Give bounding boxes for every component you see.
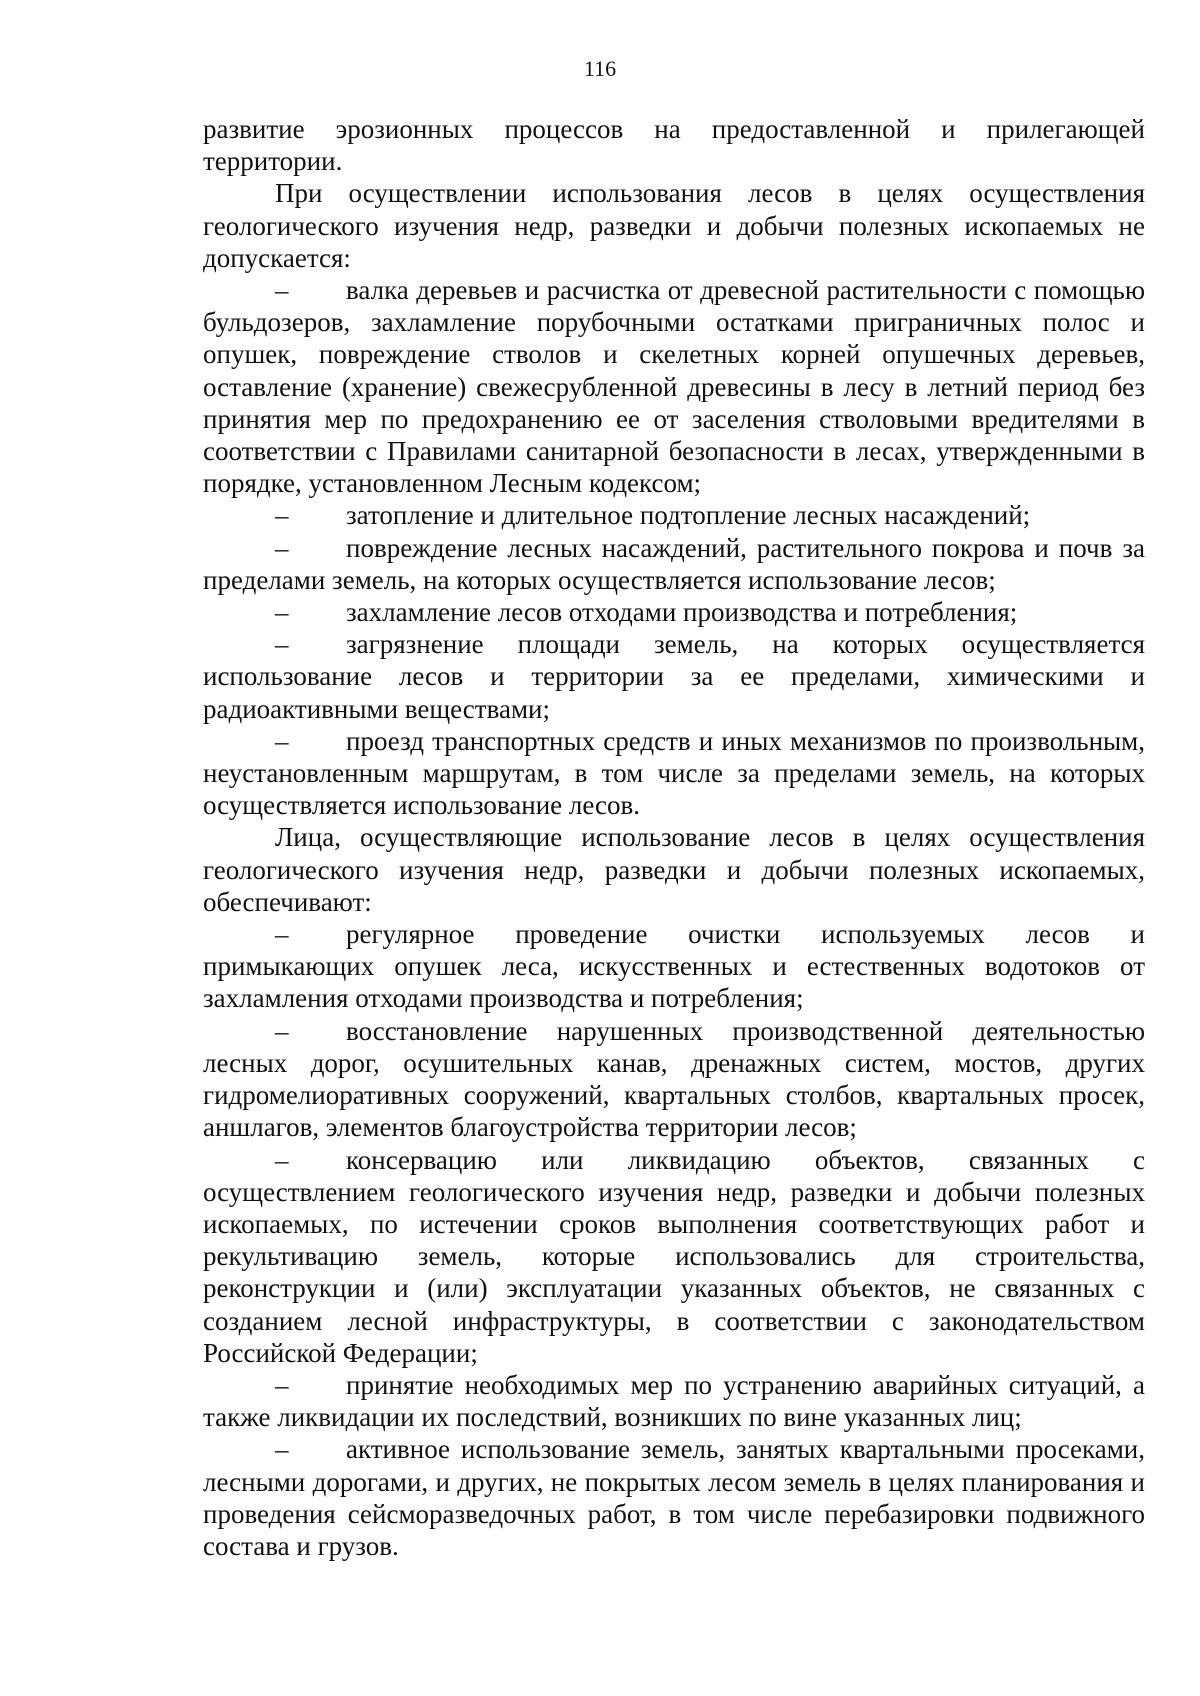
- list-item-text: регулярное проведение очистки используемых лесов и примыкающих опушек леса, искусственных и естественных водотоков от захламления отходами производства и потребления;: [203, 919, 1145, 1014]
- dash-marker: –: [275, 597, 289, 628]
- paragraph-text: развитие эрозионных процессов на предоставленной и прилегающей территории.: [203, 114, 1145, 177]
- list-item: [203, 1015, 1145, 1144]
- dash-marker: –: [275, 532, 289, 563]
- dash-marker: –: [275, 1434, 289, 1465]
- dash-marker: –: [275, 725, 289, 756]
- paragraph-text: Лица, осуществляющие использование лесов в целях осуществления геологического изучения недр, разведки и добычи полезных ископаемых, обеспечивают:: [203, 822, 1145, 917]
- list-item-text: загрязнение площади земель, на которых осуществляется использование лесов и территории за ее пределами, химическими и радиоактивными веществами;: [203, 629, 1145, 724]
- dash-marker: –: [275, 500, 289, 531]
- list-item: [203, 274, 1145, 499]
- dash-marker: –: [275, 1369, 289, 1400]
- list-item-text: активное использование земель, занятых квартальными просеками, лесными дорогами, и других, не покрытых лесом земель в целях планирования и проведения сейсморазведочных работ, в том числе перебазировки подвижного состава и грузов.: [203, 1434, 1145, 1561]
- dash-marker: –: [275, 919, 289, 950]
- list-item: [203, 628, 1145, 725]
- list-item: [203, 1144, 1145, 1369]
- list-item: [203, 1433, 1145, 1562]
- list-item-text: захламление лесов отходами производства и потребления;: [346, 597, 1018, 628]
- paragraph-continuation: [203, 113, 1145, 177]
- list-item-text: принятие необходимых мер по устранению аварийных ситуаций, а также ликвидации их последствий, возникших по вине указанных лиц;: [203, 1369, 1145, 1433]
- list-item-text: восстановление нарушенных производственной деятельностью лесных дорог, осушительных канав, дренажных систем, мостов, других гидромелиоративных сооружений, квартальных столбов, квартальных просек, аншлагов, элементов благоустройства территории лесов;: [203, 1015, 1145, 1143]
- list-item: [203, 918, 1145, 1015]
- dash-marker: –: [275, 1144, 289, 1175]
- paragraph-prohibitions-intro: [203, 177, 1145, 274]
- list-item-text: затопление и длительное подтопление лесных насаждений;: [346, 500, 1031, 531]
- list-item-text: повреждение лесных насаждений, растительного покрова и почв за пределами земель, на которых осуществляется использование лесов;: [203, 532, 1145, 595]
- list-item-text: консервацию или ликвидацию объектов, связанных с осуществлением геологического изучения недр, разведки и добычи полезных ископаемых, по истечении сроков выполнения соответствующих работ и рекультивацию земель, которые использовались для строительства, реконструкции и (или) эксплуатации указанных объектов, не связанных с созданием лесной инфраструктуры, в соответствии с законодательством Российской Федерации;: [203, 1144, 1145, 1368]
- paragraph-text: При осуществлении использования лесов в целях осуществления геологического изучения недр, разведки и добычи полезных ископаемых не допускается:: [203, 178, 1145, 273]
- dash-marker: –: [275, 1015, 289, 1046]
- document-body: [203, 113, 1145, 1562]
- paragraph-obligations-intro: [203, 821, 1145, 918]
- list-item: [203, 596, 1145, 628]
- list-item: [203, 499, 1145, 531]
- list-item: [203, 1369, 1145, 1433]
- list-item: [203, 725, 1145, 822]
- page-number: 116: [583, 56, 617, 81]
- list-item-text: валка деревьев и расчистка от древесной растительности с помощью бульдозеров, захламление порубочными остатками приграничных полос и опушек, повреждение стволов и скелетных корней опушечных деревьев, оставление (хранение) свежесрубленной древесины в лесу в летний период без принятия мер по предохранению ее от заселения стволовыми вредителями в соответствии с Правилами санитарной безопасности в лесах, утвержденными в порядке, установленном Лесным кодексом;: [203, 275, 1145, 499]
- list-item: [203, 532, 1145, 596]
- list-item-text: проезд транспортных средств и иных механизмов по произвольным, неустановленным маршрутам, в том числе за пределами земель, на которых осуществляется использование лесов.: [203, 725, 1145, 821]
- dash-marker: –: [275, 629, 289, 660]
- dash-marker: –: [275, 275, 289, 306]
